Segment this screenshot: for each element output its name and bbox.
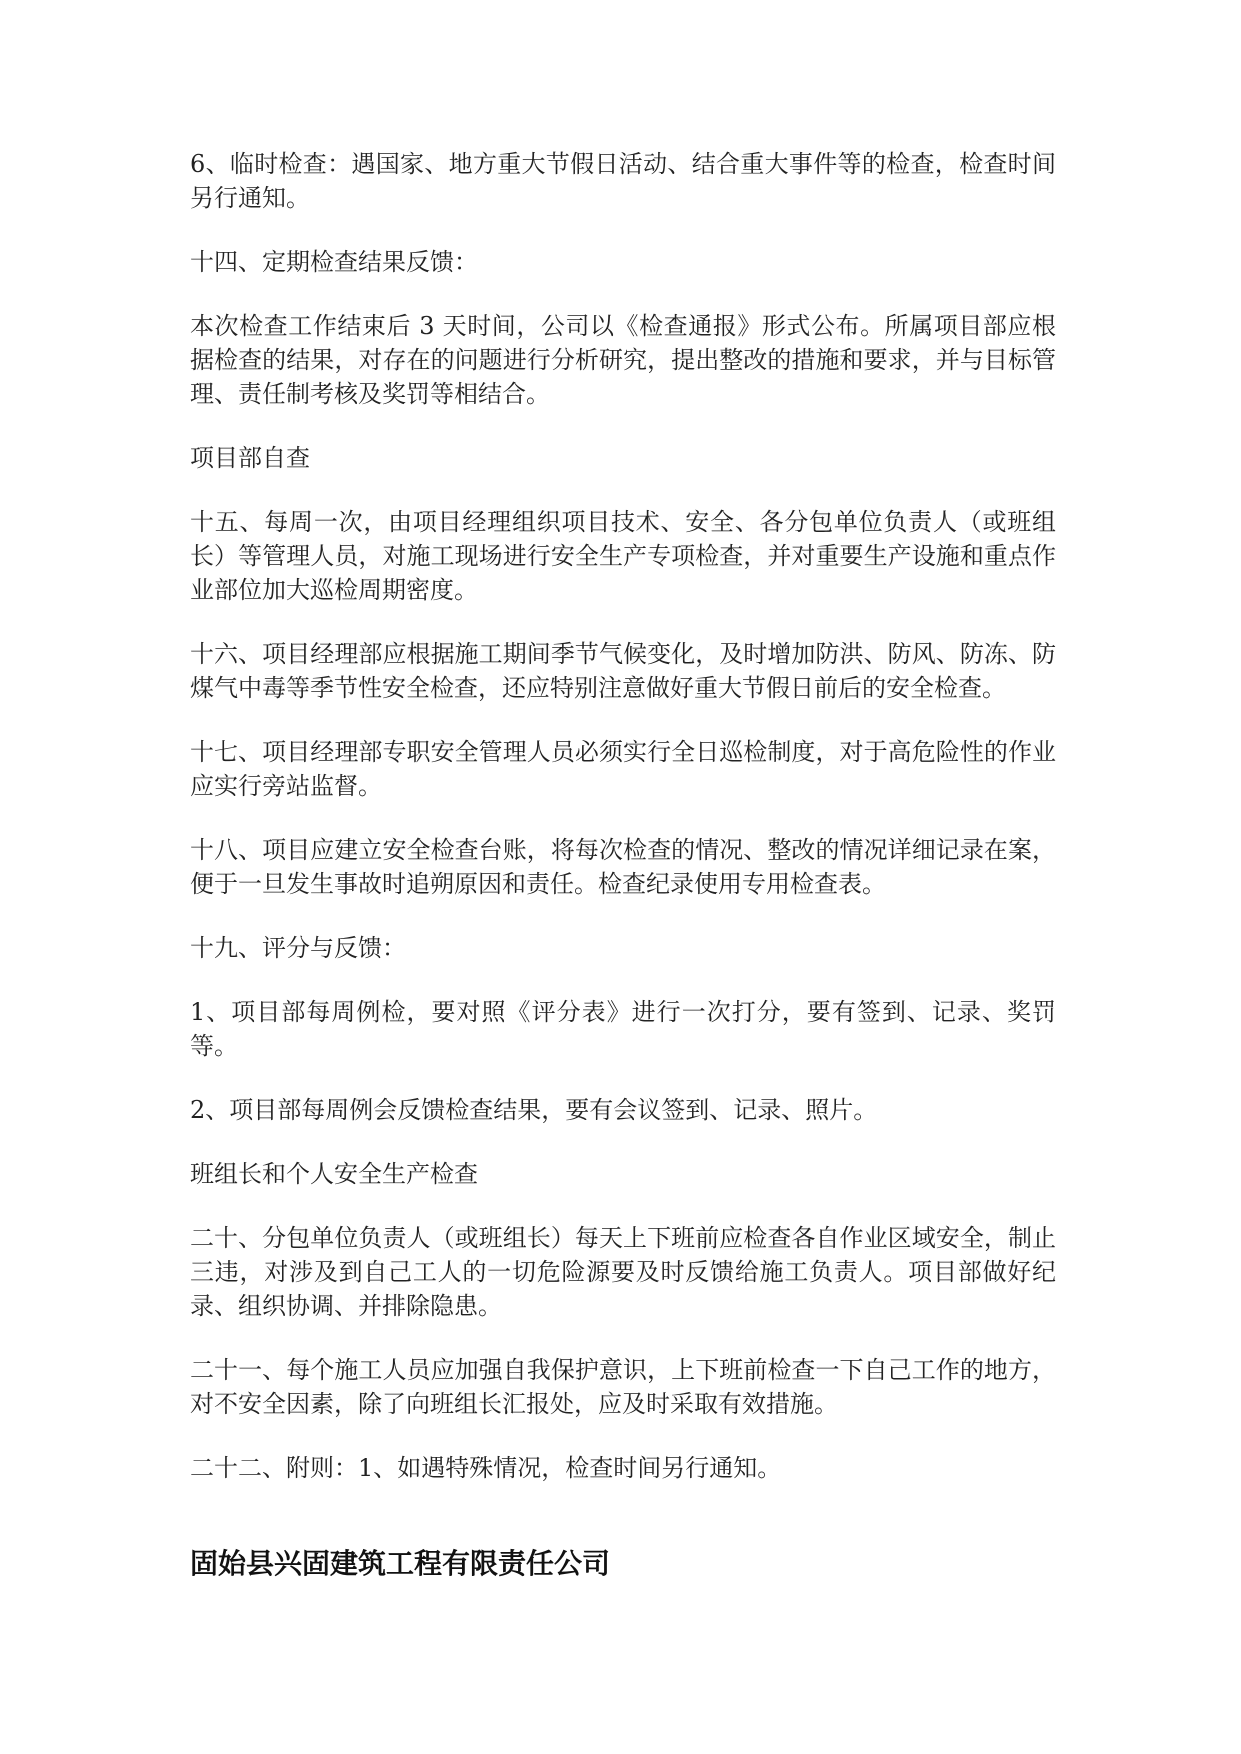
paragraph-daily-patrol: 十七、项目经理部专职安全管理人员必须实行全日巡检制度，对于高危险性的作业应实行旁站监督。	[190, 738, 1056, 800]
paragraph-weekly-meeting: 2、项目部每周例会反馈检查结果，要有会议签到、记录、照片。	[190, 1096, 878, 1124]
paragraph-worker-self-protection: 二十一、每个施工人员应加强自我保护意识，上下班前检查一下自己工作的地方，对不安全因素，除了向班组长汇报处，应及时采取有效措施。	[190, 1356, 1056, 1418]
heading-team-personal-inspection: 班组长和个人安全生产检查	[190, 1160, 478, 1188]
paragraph-weekly-inspection: 十五、每周一次，由项目经理组织项目技术、安全、各分包单位负责人（或班组长）等管理人员，对施工现场进行安全生产专项检查，并对重要生产设施和重点作业部位加大巡检周期密度。	[190, 508, 1056, 604]
paragraph-inspection-report: 本次检查工作结束后 3 天时间，公司以《检查通报》形式公布。所属项目部应根据检查的结果，对存在的问题进行分析研究，提出整改的措施和要求，并与目标管理、责任制考核及奖罚等相结合。	[190, 312, 1056, 408]
paragraph-subcontractor-inspection: 二十、分包单位负责人（或班组长）每天上下班前应检查各自作业区域安全，制止三违，对涉及到自己工人的一切危险源要及时反馈给施工负责人。项目部做好纪录、组织协调、并排除隐患。	[190, 1224, 1056, 1320]
heading-regular-inspection-feedback: 十四、定期检查结果反馈：	[190, 248, 478, 276]
heading-scoring-feedback: 十九、评分与反馈：	[190, 934, 406, 962]
paragraph-weekly-scoring: 1、项目部每周例检，要对照《评分表》进行一次打分，要有签到、记录、奖罚等。	[190, 998, 1056, 1060]
document-body	[190, 147, 1056, 1515]
paragraph-supplementary-rules: 二十二、附则：1、如遇特殊情况，检查时间另行通知。	[190, 1454, 782, 1482]
paragraph-temporary-inspection: 6、临时检查：遇国家、地方重大节假日活动、结合重大事件等的检查，检查时间另行通知。	[190, 150, 1056, 212]
heading-project-self-inspection: 项目部自查	[190, 444, 310, 472]
paragraph-inspection-ledger: 十八、项目应建立安全检查台账，将每次检查的情况、整改的情况详细记录在案，便于一旦发生事故时追朔原因和责任。检查纪录使用专用检查表。	[190, 836, 1056, 898]
paragraph-seasonal-inspection: 十六、项目经理部应根据施工期间季节气候变化，及时增加防洪、防风、防冻、防煤气中毒等季节性安全检查，还应特别注意做好重大节假日前后的安全检查。	[190, 640, 1056, 702]
company-name: 固始县兴固建筑工程有限责任公司	[190, 1547, 611, 1580]
